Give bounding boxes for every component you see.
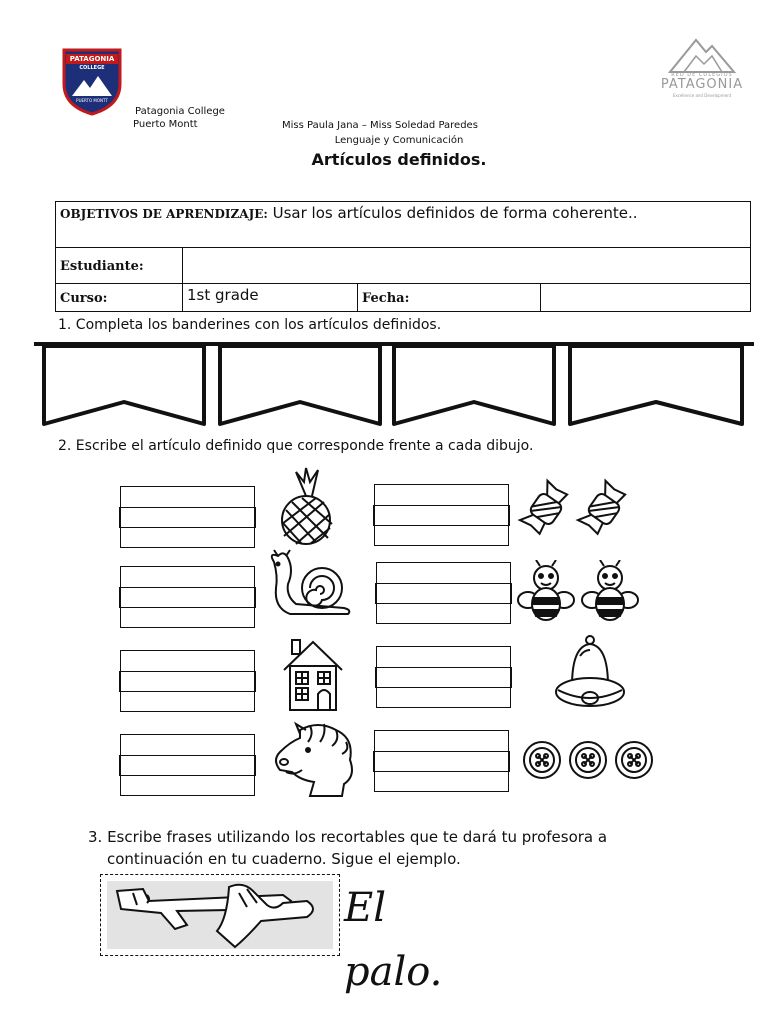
network-logo-name: PATAGONIA	[660, 77, 744, 92]
date-label: Fecha:	[362, 290, 410, 306]
example-cutout	[100, 874, 340, 956]
answer-box-buttons[interactable]	[374, 730, 509, 792]
teachers: Miss Paula Jana – Miss Soledad Paredes	[282, 120, 478, 131]
question-2: 2. Escribe el artículo definido que corresponde frente a cada dibujo.	[58, 438, 534, 454]
course-label: Curso:	[60, 290, 108, 306]
course-field[interactable]	[183, 284, 358, 312]
student-label-cell	[56, 248, 183, 284]
date-label-cell	[358, 284, 541, 312]
school-crest-logo	[60, 46, 124, 116]
answer-box-candies[interactable]	[374, 484, 509, 546]
course-label-cell	[56, 284, 183, 312]
school-city: Puerto Montt	[133, 119, 198, 130]
question-3-line1: 3. Escribe frases utilizando los recortables que te dará tu profesora a	[88, 828, 608, 846]
answer-box-bell[interactable]	[376, 646, 511, 708]
subject: Lenguaje y Comunicación	[334, 135, 464, 146]
student-field[interactable]	[183, 248, 751, 284]
crest-text: PATAGONIA	[69, 55, 115, 63]
bunting	[34, 336, 754, 432]
question-1: 1. Completa los banderines con los artículos definidos.	[58, 317, 442, 333]
example-sentence	[344, 876, 484, 995]
network-logo	[656, 34, 748, 100]
banner-1	[44, 346, 204, 424]
horse-icon	[270, 720, 362, 800]
page-title: Artículos definidos.	[311, 150, 487, 169]
objectives-text: Usar los artículos definidos de forma coherente..	[267, 204, 638, 222]
student-label: Estudiante:	[60, 258, 144, 274]
answer-box-pineapple[interactable]	[120, 486, 255, 548]
question-3-line2: continuación en tu cuaderno. Sigue el ejemplo.	[107, 850, 461, 868]
bees-icon	[514, 560, 642, 624]
school-name: Patagonia College	[135, 106, 225, 117]
crest-subtext: COLLEGE	[79, 65, 105, 71]
answer-box-bees[interactable]	[376, 562, 511, 624]
answer-box-horse[interactable]	[120, 734, 255, 796]
bell-icon	[552, 634, 628, 712]
buttons-icon	[520, 738, 658, 782]
info-table	[55, 201, 751, 312]
answer-box-snail[interactable]	[120, 566, 255, 628]
answer-box-house[interactable]	[120, 650, 255, 712]
example-sentence-text: El palo.	[344, 885, 443, 995]
pineapple-icon	[276, 466, 336, 546]
course-value: 1st grade	[187, 286, 259, 304]
candies-icon	[516, 476, 636, 542]
objectives-label: OBJETIVOS DE APRENDIZAJE:	[60, 207, 268, 221]
network-logo-tag: Excellence and Development	[672, 93, 732, 98]
objectives-cell	[56, 202, 751, 248]
house-icon	[282, 636, 344, 712]
snail-icon	[264, 548, 356, 618]
banner-2	[220, 346, 380, 424]
crest-motto: PUERTO MONTT	[76, 98, 108, 103]
banner-3	[394, 346, 554, 424]
network-logo-small: RED DE COLEGIOS	[671, 72, 733, 78]
example-cutout-image	[107, 881, 333, 949]
date-field[interactable]	[541, 284, 751, 312]
banner-4	[570, 346, 742, 424]
